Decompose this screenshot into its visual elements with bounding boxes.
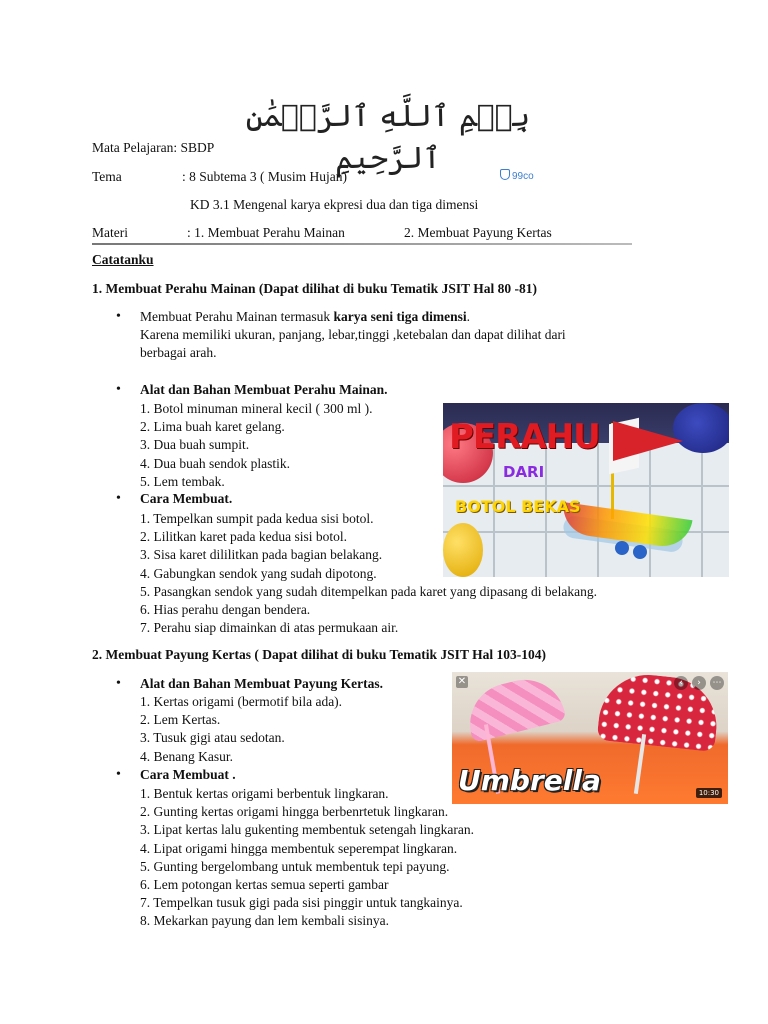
header-divider — [92, 243, 632, 245]
list-item: 4. Gabungkan sendok yang sudah dipotong. — [140, 565, 377, 581]
subject-line: Mata Pelajaran: SBDP — [92, 140, 215, 155]
video-duration: 10:30 — [696, 788, 722, 798]
list-item: 1. Botol minuman mineral kecil ( 300 ml ). — [140, 401, 373, 416]
image-text-botol: BOTOL BEKAS — [455, 497, 581, 516]
section1-alat-title: Alat dan Bahan Membuat Perahu Mainan. — [140, 382, 388, 397]
decor-ball — [443, 523, 483, 577]
intro-prefix: Membuat Perahu Mainan termasuk — [140, 309, 334, 324]
bullet-icon: • — [116, 309, 121, 324]
image-title-perahu: PERAHU — [449, 417, 600, 457]
wheel-icon — [633, 545, 647, 559]
list-item: 3. Dua buah sumpit. — [140, 437, 250, 453]
section1-intro — [140, 309, 470, 325]
section1-cara-title: Cara Membuat. — [140, 491, 233, 506]
bullet-icon: • — [116, 382, 121, 397]
list-item: 7. Perahu siap dimainkan di atas permukaan air. — [140, 620, 399, 636]
close-icon[interactable]: ✕ — [457, 676, 467, 687]
catatanku-heading: Catatanku — [92, 252, 154, 267]
list-item: 1. Bentuk kertas origami berbentuk lingkaran. — [140, 786, 389, 801]
list-item: 5. Gunting bergelombang untuk membentuk tepi payung. — [140, 858, 450, 874]
tema-label: Tema — [92, 169, 122, 184]
list-item: 5. Lem tembak. — [140, 473, 225, 489]
materi-label: Materi — [92, 225, 128, 240]
list-item: 1. Tempelkan sumpit pada kedua sisi botol. — [140, 511, 374, 526]
section2-cara-list — [140, 785, 474, 931]
section1-intro-line2: Karena memiliki ukuran, panjang, lebar,tinggi ,ketebalan dan dapat dilihat dari — [140, 327, 566, 342]
more-icon[interactable]: ⋯ — [710, 676, 724, 690]
list-item: 5. Pasangkan sendok yang sudah ditempelkan pada karet yang dipasang di belakang. — [140, 583, 597, 599]
section1-alat-list — [140, 400, 372, 491]
section1-intro-line3: berbagai arah. — [140, 345, 217, 360]
intro-bold: karya seni tiga dimensi — [333, 309, 467, 324]
bullet-icon: • — [116, 767, 121, 782]
pink-umbrella — [461, 672, 566, 743]
materi-value-1: : 1. Membuat Perahu Mainan — [187, 225, 345, 240]
intro-suffix: . — [466, 309, 470, 324]
image-title-umbrella: Umbrella — [458, 764, 601, 797]
section2-cara-title: Cara Membuat . — [140, 767, 236, 782]
tema-value: : 8 Subtema 3 ( Musim Hujan) — [182, 169, 347, 184]
list-item: 2. Lilitkan karet pada kedua sisi botol. — [140, 529, 347, 545]
list-item: 8. Mekarkan payung dan lem kembali sisinya. — [140, 913, 389, 929]
list-item: 4. Benang Kasur. — [140, 748, 233, 764]
bismillah-calligraphy: بِسۡمِ ٱللَّهِ ٱلرَّحۡمَٰنِ ٱلرَّحِيمِ — [245, 99, 531, 176]
section2-title: 2. Membuat Payung Kertas ( Dapat dilihat di buku Tematik JSIT Hal 103-104) — [92, 647, 546, 662]
materi-value-2: 2. Membuat Payung Kertas — [404, 225, 552, 240]
list-item: 6. Hias perahu dengan bendera. — [140, 602, 311, 618]
shield-icon — [500, 169, 510, 180]
chevron-left-icon[interactable]: ‹ — [674, 676, 688, 690]
bullet-icon: • — [116, 491, 121, 506]
bullet-icon: • — [116, 676, 121, 691]
99co-logo — [500, 169, 534, 182]
list-item: 2. Gunting kertas origami hingga berbenrtetuk lingkaran. — [140, 804, 449, 820]
list-item: 3. Lipat kertas lalu gukenting membentuk setengah lingkaran. — [140, 822, 475, 838]
list-item: 2. Lima buah karet gelang. — [140, 419, 285, 435]
section1-title: 1. Membuat Perahu Mainan (Dapat dilihat di buku Tematik JSIT Hal 80 -81) — [92, 281, 537, 296]
kd-line: KD 3.1 Mengenal karya ekpresi dua dan tiga dimensi — [190, 197, 479, 212]
list-item: 6. Lem potongan kertas semua seperti gambar — [140, 877, 389, 893]
list-item: 3. Tusuk gigi atau sedotan. — [140, 730, 285, 746]
umbrella-image — [452, 672, 728, 804]
perahu-image — [443, 403, 729, 577]
chevron-right-icon[interactable]: › — [692, 676, 706, 690]
section2-alat-title: Alat dan Bahan Membuat Payung Kertas. — [140, 676, 384, 691]
wheel-icon — [615, 541, 629, 555]
list-item: 1. Kertas origami (bermotif bila ada). — [140, 694, 343, 709]
section2-alat-list — [140, 693, 342, 766]
list-item: 2. Lem Kertas. — [140, 712, 221, 728]
list-item: 4. Dua buah sendok plastik. — [140, 455, 290, 471]
image-text-dari: DARI — [503, 463, 545, 481]
boat-flag-red — [613, 421, 683, 461]
logo-text: 99co — [512, 171, 534, 182]
list-item: 3. Sisa karet dililitkan pada bagian belakang. — [140, 547, 383, 563]
list-item: 4. Lipat origami hingga membentuk seperempat lingkaran. — [140, 840, 458, 856]
list-item: 7. Tempelkan tusuk gigi pada sisi pinggir untuk tangkainya. — [140, 895, 463, 911]
